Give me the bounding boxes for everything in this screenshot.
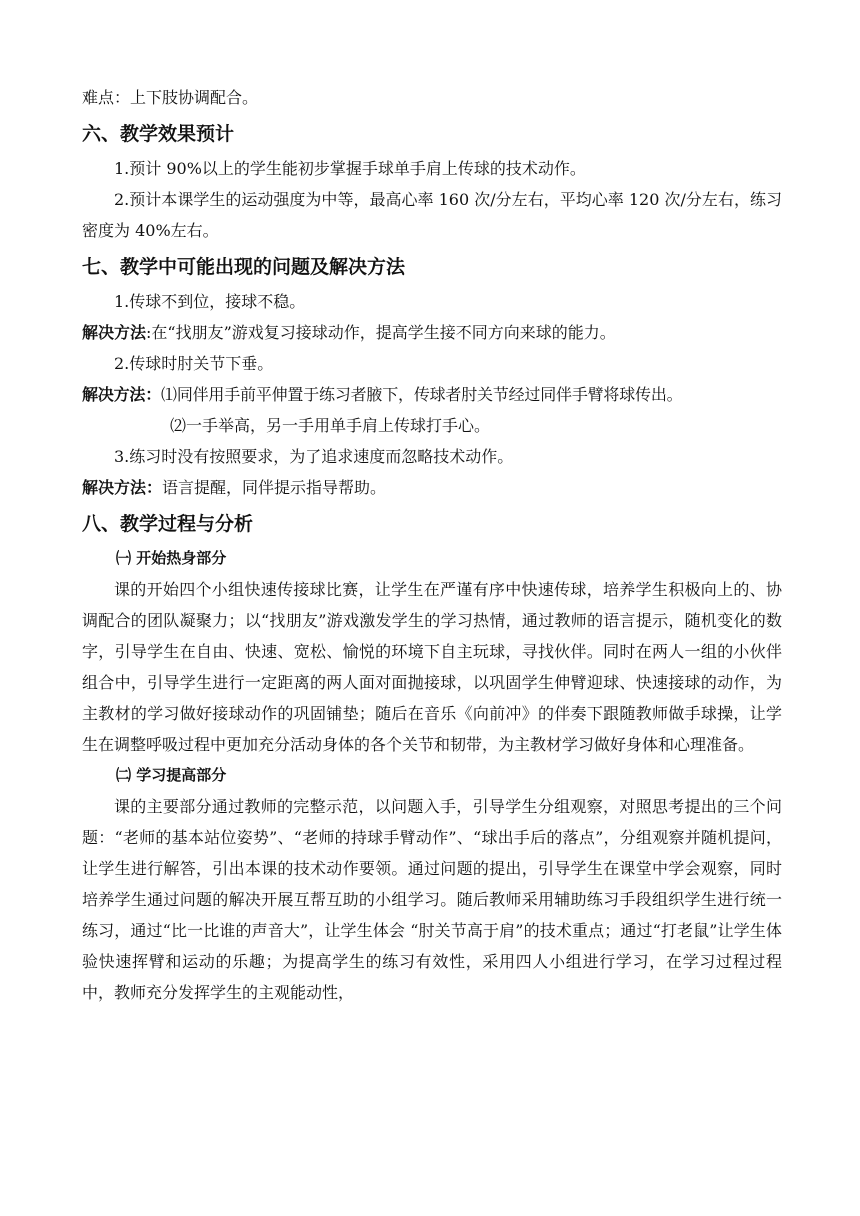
solution-text: ⑴同伴用手前平伸置于练习者腋下，传球者肘关节经过同伴手臂将球传出。 [161, 385, 683, 404]
section-heading-8: 八、教学过程与分析 [82, 513, 254, 535]
document-page [82, 82, 782, 1008]
subsection-learning: ㈡ 学习提高部分 [116, 766, 227, 784]
subsection-warmup: ㈠ 开始热身部分 [116, 549, 227, 567]
problem-3: 3.练习时没有按照要求，为了追求速度而忽略技术动作。 [114, 447, 514, 466]
problem-2: 2.传球时肘关节下垂。 [114, 354, 274, 373]
section-heading-6: 六、教学效果预计 [82, 123, 235, 145]
solution-label: 解决方法： [82, 478, 163, 497]
learning-paragraph: 课的主要部分通过教师的完整示范，以问题入手，引导学生分组观察，对照思考提出的三个问题：“老师的基本站位姿势”、“老师的持球手臂动作”、“球出手后的落点”，分组观察并随机提问，让学生进行解答，引出本课的技术动作要领。通过问题的提出，引导学生在课堂中学会观察，同时培养学生通过问题的解决开展互帮互助的小组学习。随后教师采用辅助练习手段组织学生进行统一练习，通过“比一比谁的声音大”，让学生体会 “肘关节高于肩”的技术重点；通过“打老鼠”让学生体验快速挥臂和运动的乐趣；为提高学生的练习有效性，采用四人小组进行学习，在学习过程过程中，教师充分发挥学生的主观能动性， [82, 797, 782, 1002]
solution-text: :在“找朋友”游戏复习接球动作，提高学生接不同方向来球的能力。 [146, 323, 616, 342]
solution-text: 语言提醒，同伴提示指导帮助。 [162, 478, 387, 497]
solution-label: 解决方法： [82, 385, 162, 404]
expectation-1: 1.预计 90%以上的学生能初步掌握手球单手肩上传球的技术动作。 [114, 159, 586, 178]
solution-3 [82, 472, 782, 503]
warmup-paragraph: 课的开始四个小组快速传接球比赛，让学生在严谨有序中快速传球，培养学生积极向上的、协调配合的团队凝聚力；以“找朋友”游戏激发学生的学习热情，通过教师的语言提示，随机变化的数字，引导学生在自由、快速、宽松、愉悦的环境下自主玩球，寻找伙伴。同时在两人一组的小伙伴组合中，引导学生进行一定距离的两人面对面抛接球，以巩固学生伸臂迎球、快速接球的动作，为主教材的学习做好接球动作的巩固铺垫；随后在音乐《向前冲》的伴奏下跟随教师做手球操，让学生在调整呼吸过程中更加充分活动身体的各个关节和韧带，为主教材学习做好身体和心理准备。 [82, 580, 782, 754]
solution-label: 解决方法 [82, 323, 147, 342]
solution-2-continued: ⑵一手举高，另一手用单手肩上传球打手心。 [170, 416, 491, 435]
solution-2 [82, 379, 782, 410]
solution-1 [82, 317, 782, 348]
section-heading-7: 七、教学中可能出现的问题及解决方法 [82, 256, 406, 278]
difficulty-line: 难点：上下肢协调配合。 [82, 88, 259, 107]
expectation-2: 2.预计本课学生的运动强度为中等，最高心率 160 次/分左右，平均心率 120 次/分左右，练习密度为 40%左右。 [82, 190, 782, 240]
problem-1: 1.传球不到位，接球不稳。 [114, 292, 306, 311]
